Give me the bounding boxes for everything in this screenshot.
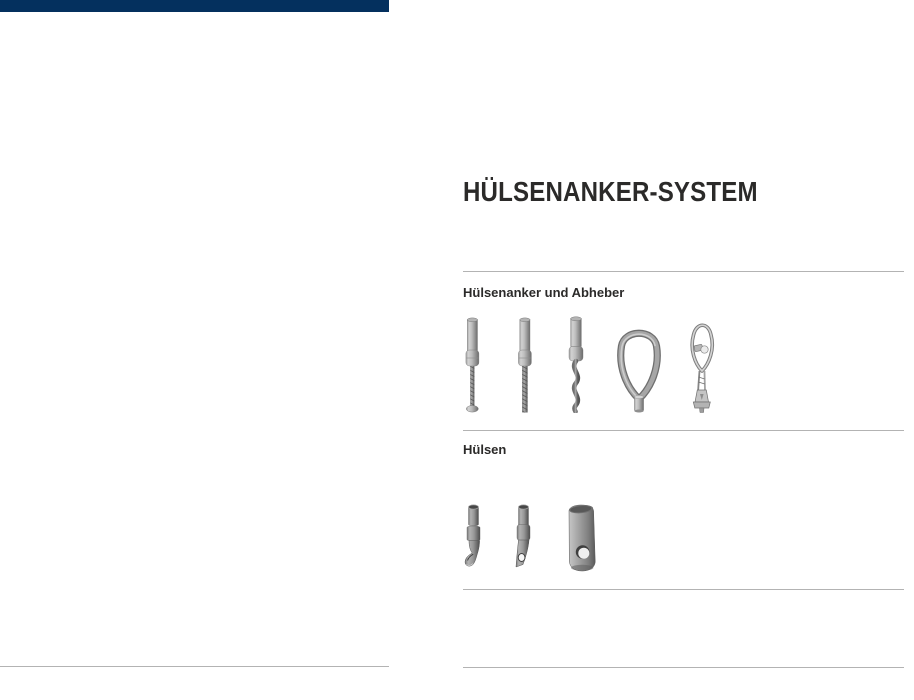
header-bar [0, 0, 389, 12]
sleeve-anchor-wavy-shaft-icon [563, 316, 590, 413]
product-image [463, 504, 486, 571]
product-image [563, 316, 590, 413]
section-divider [463, 430, 904, 431]
section-divider [463, 589, 904, 590]
right-page-footer-rule [463, 667, 904, 668]
product-image [563, 503, 600, 573]
lifting-device-abheber-icon [685, 311, 719, 415]
product-image [615, 316, 663, 413]
sleeve-twisted-end-icon [463, 504, 486, 571]
product-row-sleeves [463, 503, 904, 574]
wire-loop-anchor-icon [615, 316, 663, 413]
product-image [685, 311, 719, 415]
section-label-huelsenanker-und-abheber: Hülsenanker und Abheber [463, 285, 625, 300]
product-image [515, 317, 535, 413]
page-title: HÜLSENANKER-SYSTEM [463, 176, 758, 207]
product-row-anchors [463, 309, 904, 415]
sleeve-anchor-ribbed-shaft-foot-icon [463, 317, 482, 413]
sleeve-hole-tab-icon [512, 504, 536, 571]
sleeve-cross-hole-icon [563, 503, 600, 573]
section-divider [463, 271, 904, 272]
sleeve-anchor-ribbed-shaft-icon [515, 317, 535, 413]
product-image [463, 317, 482, 413]
section-label-huelsen: Hülsen [463, 442, 507, 457]
left-page-footer-rule [0, 666, 389, 667]
product-image [512, 504, 536, 571]
